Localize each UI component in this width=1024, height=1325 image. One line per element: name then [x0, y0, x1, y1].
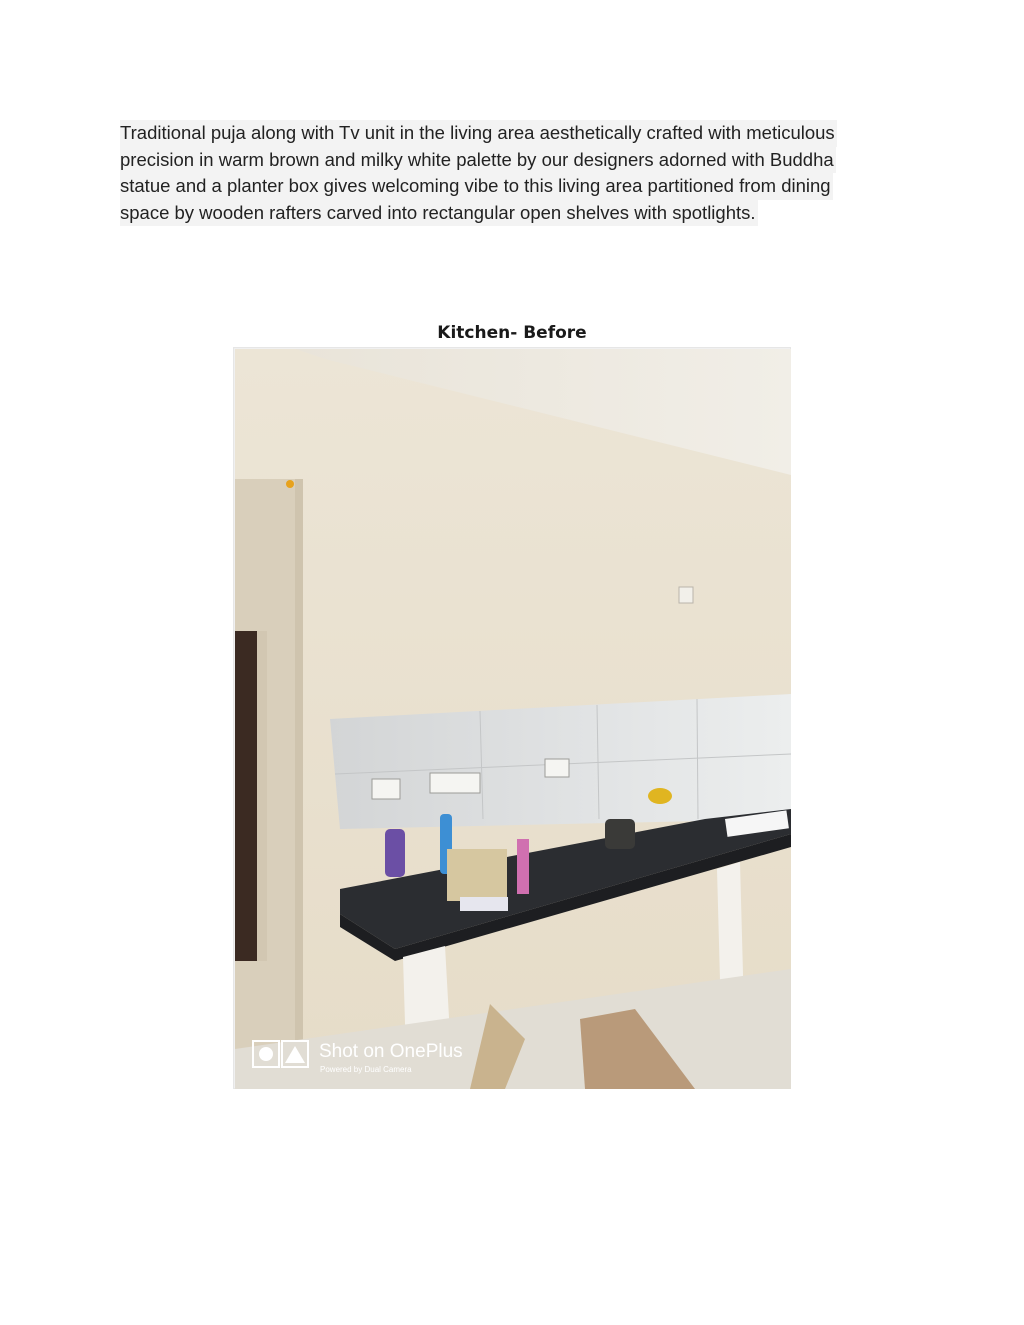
tube [517, 839, 529, 894]
marigold-flower [286, 480, 294, 488]
description-paragraph [120, 120, 910, 226]
kitchen-photo-illustration [235, 349, 791, 1089]
watermark-subtitle: Powered by Dual Camera [320, 1065, 412, 1074]
door-frame-edge [295, 479, 303, 1089]
kitchen-before-photo [233, 347, 791, 1089]
photo-title: Kitchen- Before [437, 323, 587, 343]
paragraph-line: statue and a planter box gives welcoming vibe to this living area partitioned from dining [120, 173, 833, 200]
packet [460, 897, 508, 911]
paragraph-line: space by wooden rafters carved into rectangular open shelves with spotlights. [120, 200, 758, 227]
bottle [385, 829, 405, 877]
paragraph-line: Traditional puja along with Tv unit in the living area aesthetically crafted with meticulous [120, 120, 837, 147]
kettle [605, 819, 635, 849]
door-jamb [257, 631, 267, 961]
wall-switch [679, 587, 693, 603]
socket-plate [372, 779, 400, 799]
paragraph-line: precision in warm brown and milky white palette by our designers adorned with Buddha [120, 147, 836, 174]
socket-plate [430, 773, 480, 793]
wooden-door [235, 631, 257, 961]
watermark-title: Shot on OnePlus [319, 1041, 463, 1062]
bag [447, 849, 507, 901]
container [648, 788, 672, 804]
socket-plate [545, 759, 569, 777]
